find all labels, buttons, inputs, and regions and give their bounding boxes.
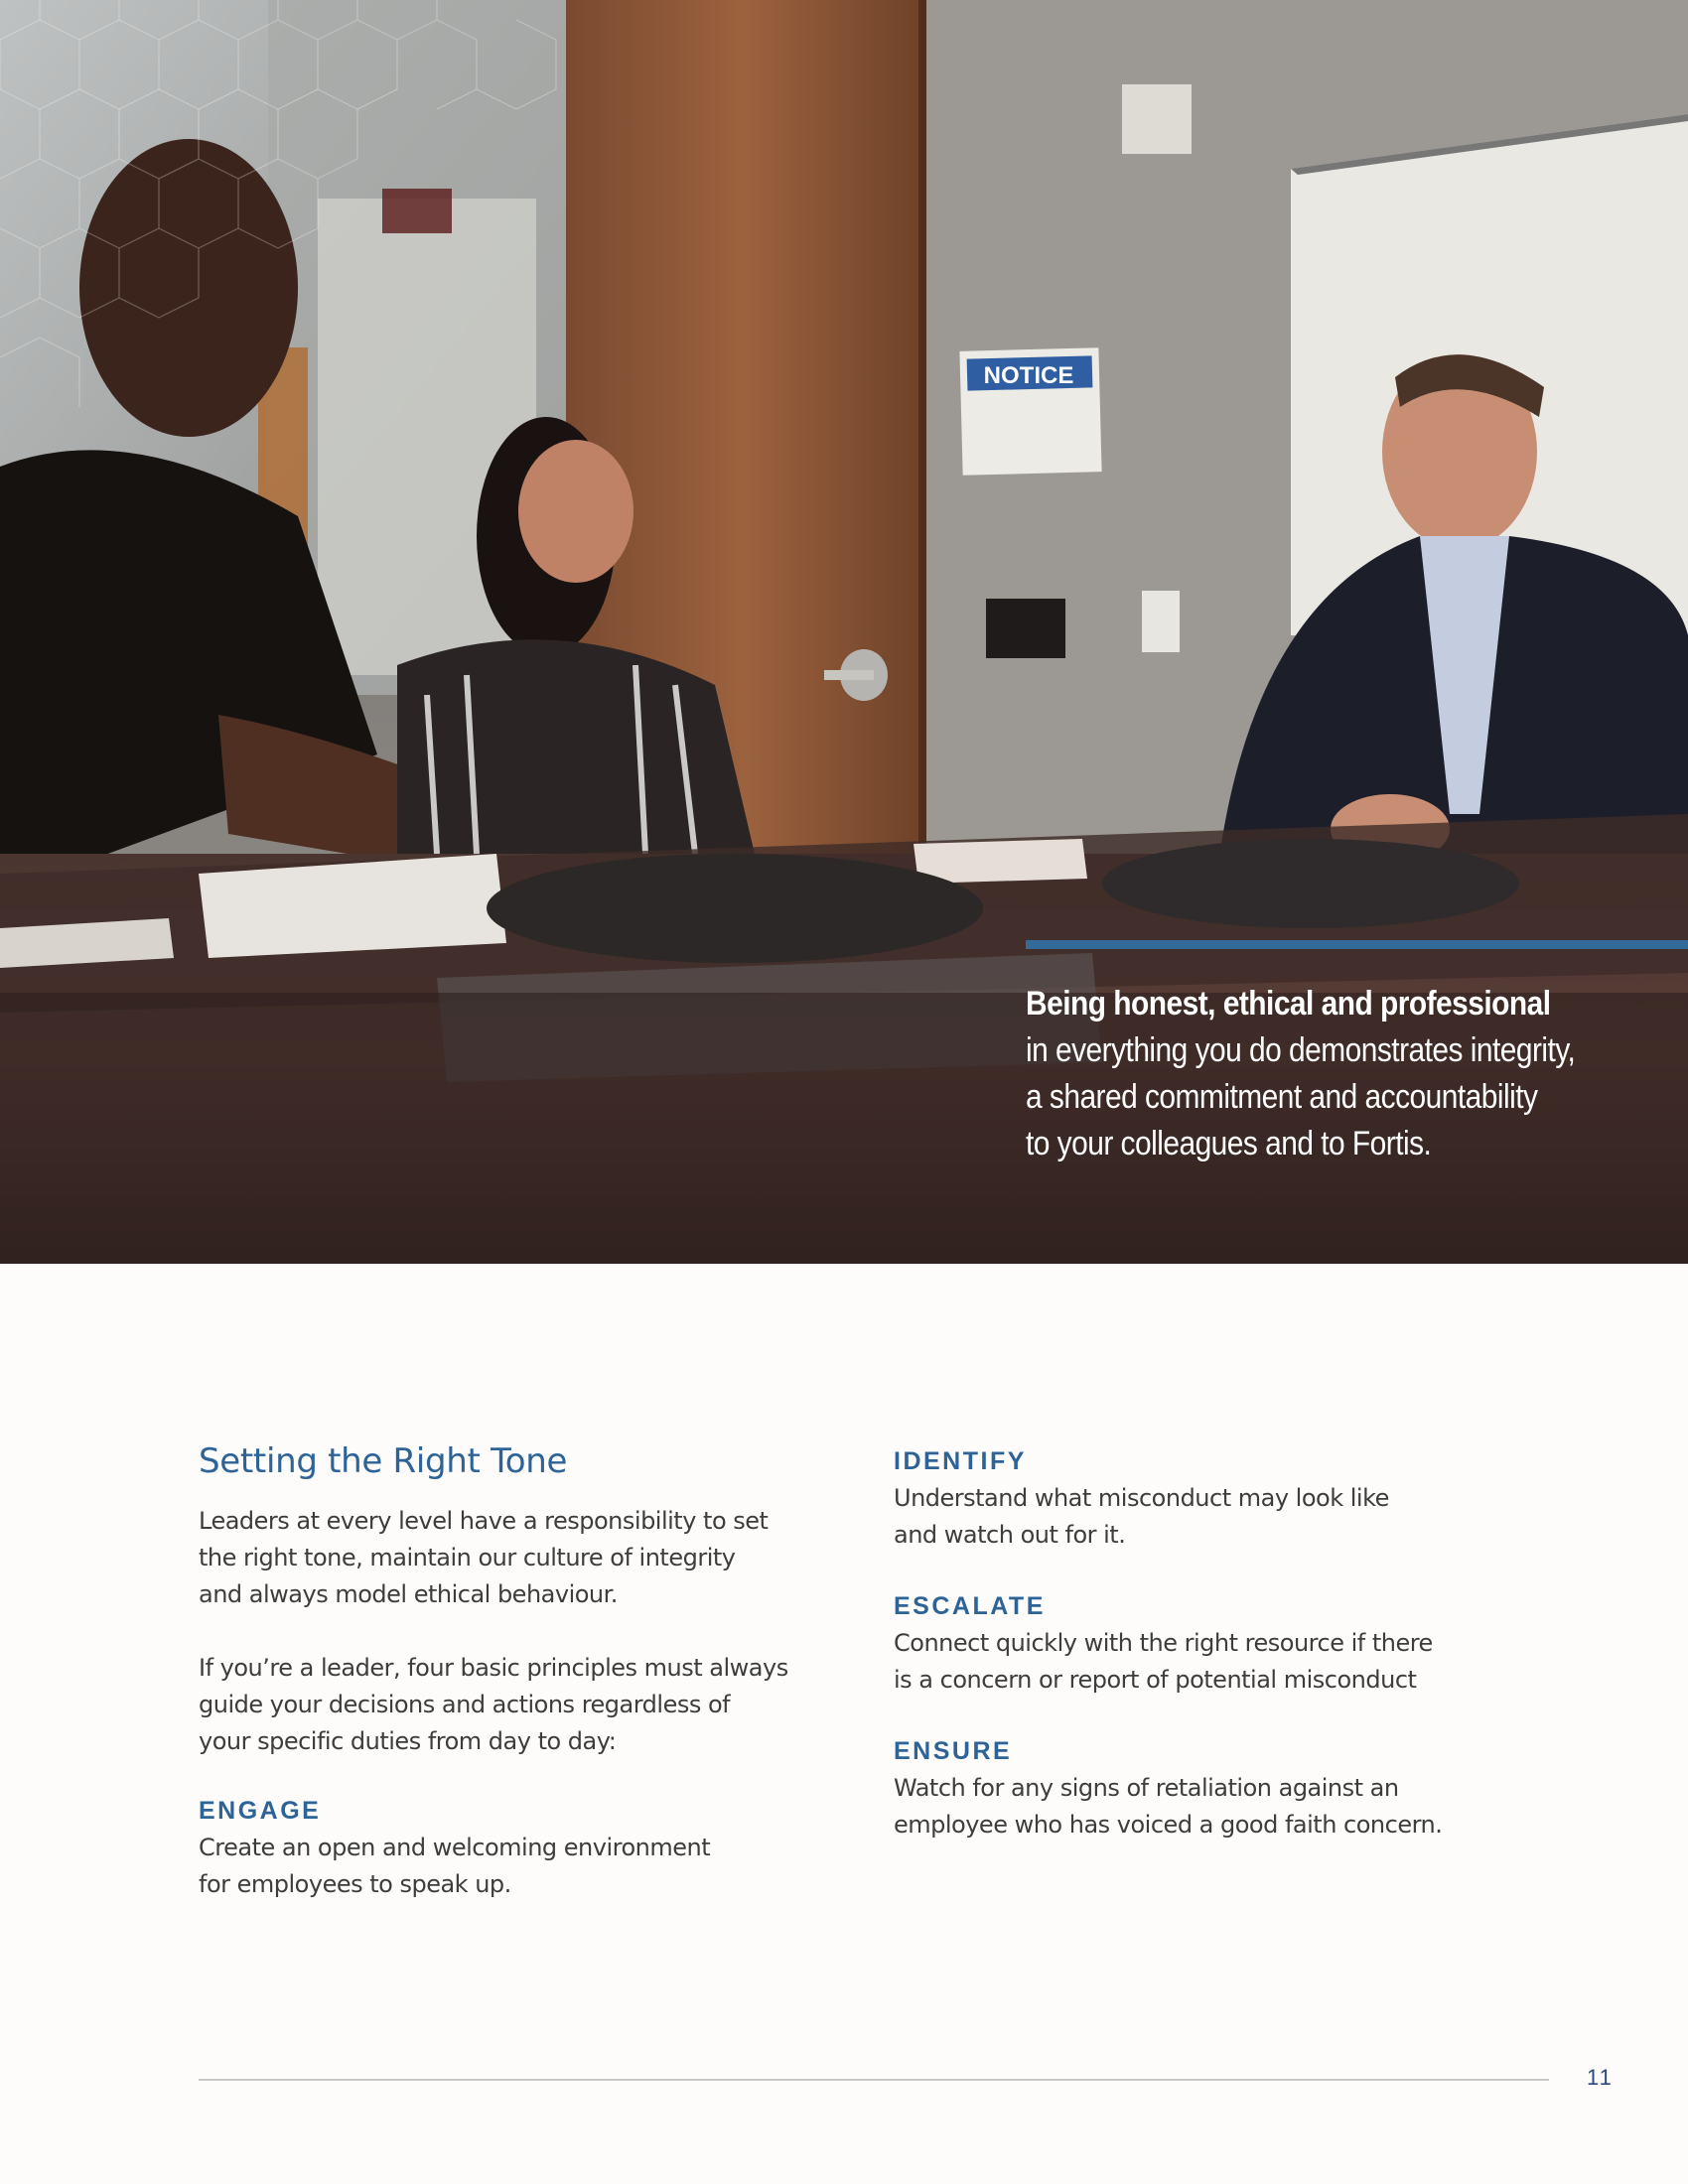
page-number: 11 (1587, 2065, 1614, 2090)
principle-label: ESCALATE (894, 1592, 1046, 1620)
text-line: is a concern or report of potential misconduct (894, 1666, 1417, 1694)
notice-sign-text: NOTICE (983, 362, 1074, 389)
quote-line: to your colleagues and to Fortis. (1026, 1125, 1432, 1162)
principle-description (894, 1480, 1509, 1554)
principle-description (894, 1770, 1509, 1843)
quote-strong-line: Being honest, ethical and professional (1026, 985, 1551, 1023)
text-line: Understand what misconduct may look like (894, 1484, 1389, 1512)
principle-label: ENGAGE (199, 1797, 322, 1825)
text-line: If you’re a leader, four basic principles must always (199, 1654, 788, 1682)
quote-line: in everything you do demonstrates integrity, (1026, 1031, 1576, 1069)
text-line: the right tone, maintain our culture of integrity (199, 1544, 736, 1571)
text-line: Watch for any signs of retaliation against an (894, 1774, 1399, 1802)
text-line: employee who has voiced a good faith concern. (894, 1811, 1443, 1839)
section-heading: Setting the Right Tone (199, 1441, 568, 1481)
text-line: your specific duties from day to day: (199, 1727, 617, 1755)
footer-divider (199, 2079, 1549, 2081)
text-line: Leaders at every level have a responsibility to set (199, 1507, 769, 1535)
quote-line: a shared commitment and accountability (1026, 1078, 1538, 1116)
principle-label: ENSURE (894, 1737, 1013, 1765)
text-line: guide your decisions and actions regardless of (199, 1691, 731, 1718)
hero-quote (1026, 981, 1585, 1167)
principle-description (894, 1625, 1509, 1699)
principles-paragraph (199, 1650, 814, 1760)
right-column (894, 1447, 1509, 1882)
text-line: and watch out for it. (894, 1521, 1126, 1549)
principle-engage (199, 1797, 814, 1903)
text-line: Create an open and welcoming environment (199, 1834, 711, 1861)
text-line: Connect quickly with the right resource if there (894, 1629, 1433, 1657)
quote-accent-rule (1026, 940, 1688, 949)
principle-escalate (894, 1592, 1509, 1699)
principle-description (199, 1830, 814, 1903)
intro-paragraph (199, 1503, 814, 1613)
text-line: and always model ethical behaviour. (199, 1580, 618, 1608)
principle-identify (894, 1447, 1509, 1554)
principle-ensure (894, 1737, 1509, 1843)
principle-label: IDENTIFY (894, 1447, 1027, 1475)
text-line: for employees to speak up. (199, 1870, 511, 1898)
left-column (199, 1441, 814, 1942)
